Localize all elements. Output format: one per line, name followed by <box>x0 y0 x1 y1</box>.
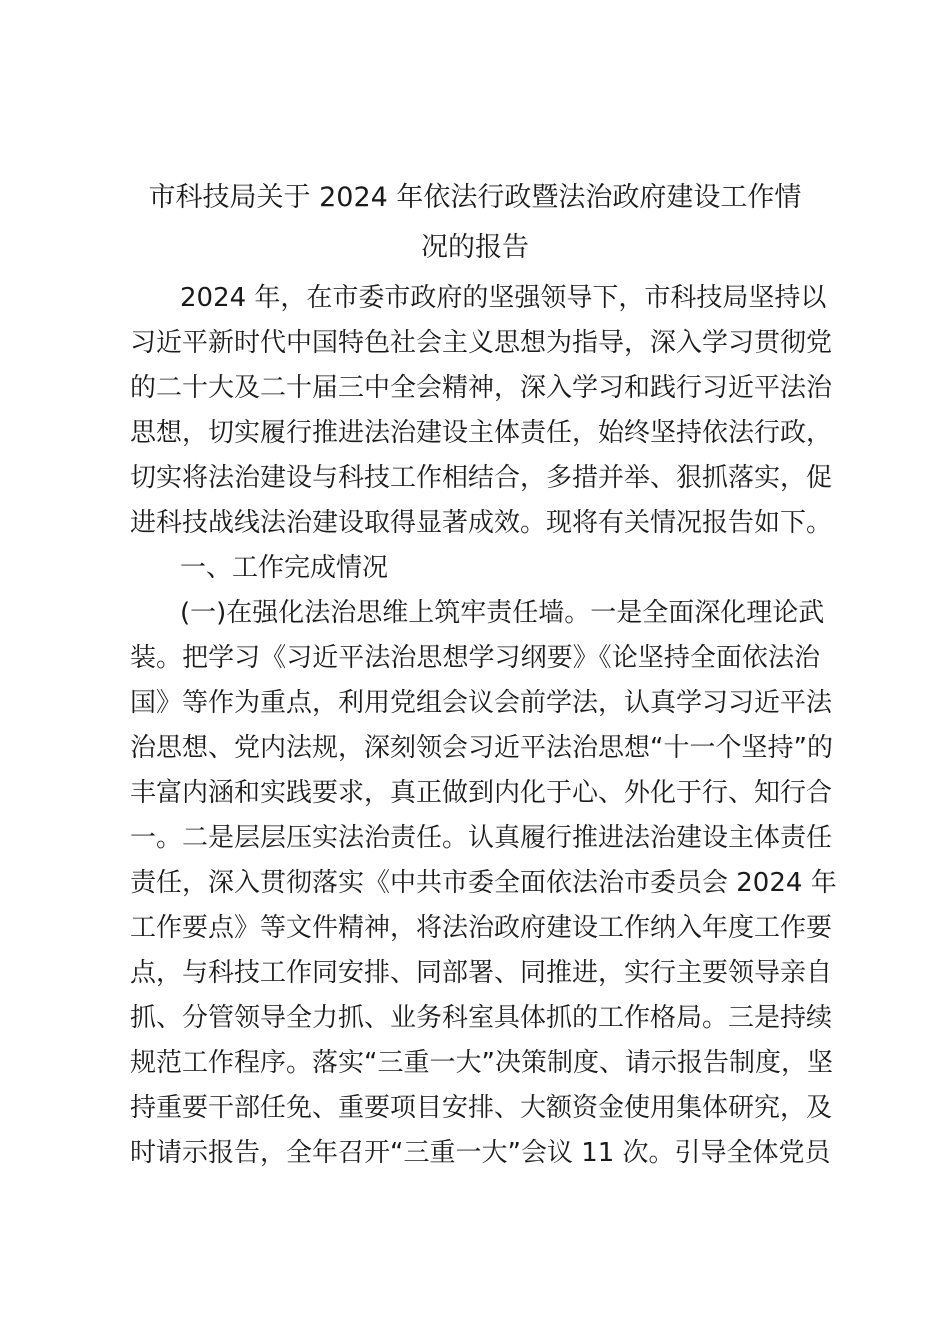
paragraph-line: 一。二是层层压实法治责任。认真履行推进法治建设主体责任 <box>130 823 833 853</box>
paragraph-line: 规范工作程序。落实“三重一大”决策制度、请示报告制度，坚 <box>130 1048 833 1078</box>
paragraph-line: 装。把学习《习近平法治思想学习纲要》《论坚持全面依法治 <box>130 643 820 673</box>
paragraph-line: 治思想、党内法规，深刻领会习近平法治思想“十一个坚持”的 <box>130 733 833 763</box>
document-title-line-1: 市科技局关于 2024 年依法行政暨法治政府建设工作情 <box>148 182 802 213</box>
document-title-line-2: 况的报告 <box>421 232 529 263</box>
paragraph-line: 时请示报告，全年召开“三重一大”会议 11 次。引导全体党员 <box>130 1138 831 1168</box>
paragraph-line: 持重要干部任免、重要项目安排、大额资金使用集体研究，及 <box>130 1093 833 1123</box>
paragraph-line: 思想，切实履行推进法治建设主体责任，始终坚持依法行政， <box>130 418 833 448</box>
paragraph-line: 丰富内涵和实践要求，真正做到内化于心、外化于行、知行合 <box>130 778 833 808</box>
section-heading: 一、工作完成情况 <box>180 553 389 583</box>
paragraph-line: (一)在强化法治思维上筑牢责任墙。一是全面深化理论武 <box>180 598 825 628</box>
paragraph-line: 习近平新时代中国特色社会主义思想为指导，深入学习贯彻党 <box>130 328 833 358</box>
paragraph-line: 2024 年，在市委市政府的坚强领导下，市科技局坚持以 <box>180 283 827 313</box>
paragraph-line: 国》等作为重点，利用党组会议会前学法，认真学习习近平法 <box>130 688 833 718</box>
paragraph-line: 抓、分管领导全力抓、业务科室具体抓的工作格局。三是持续 <box>130 1003 833 1033</box>
paragraph-line: 工作要点》等文件精神，将法治政府建设工作纳入年度工作要 <box>130 913 833 943</box>
paragraph-line: 的二十大及二十届三中全会精神，深入学习和践行习近平法治 <box>130 373 833 403</box>
paragraph-line: 切实将法治建设与科技工作相结合，多措并举、狠抓落实，促 <box>130 463 833 493</box>
paragraph-line: 责任，深入贯彻落实《中共市委全面依法治市委员会 2024 年 <box>130 868 837 898</box>
paragraph-line: 进科技战线法治建设取得显著成效。现将有关情况报告如下。 <box>130 508 833 538</box>
paragraph-line: 点，与科技工作同安排、同部署、同推进，实行主要领导亲自 <box>130 958 833 988</box>
